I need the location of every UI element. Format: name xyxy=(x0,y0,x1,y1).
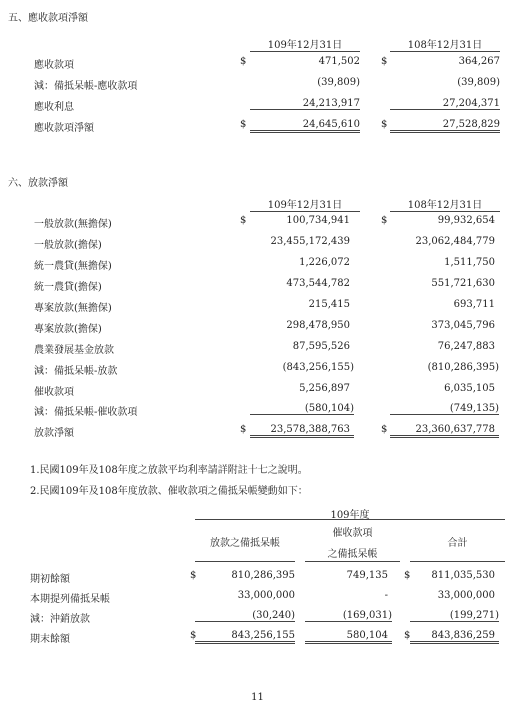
table-cell: 99,932,654 xyxy=(437,215,495,226)
table-cell: 23,062,484,779 xyxy=(415,236,495,247)
currency-symbol: $ xyxy=(240,215,247,226)
table-cell-total: 843,836,259 xyxy=(410,630,499,644)
table-cell: (30,240) xyxy=(195,610,295,622)
table-cell: 364,267 xyxy=(458,56,500,67)
table-cell: 23,455,172,439 xyxy=(270,236,350,247)
currency-symbol: $ xyxy=(190,570,197,581)
currency-symbol: $ xyxy=(240,56,247,67)
allowance-col2-header-line1: 催收款項 xyxy=(332,528,373,539)
allowance-col2-header-line2: 之備抵呆帳 xyxy=(327,549,378,560)
currency-symbol: $ xyxy=(404,630,411,641)
table-cell: 6,035,105 xyxy=(444,383,495,394)
col-divider xyxy=(305,561,400,562)
table-cell-total: 580,104 xyxy=(305,630,392,644)
table-row-label: 本期提列備抵呆帳 xyxy=(30,594,110,605)
table-row-label: 一般放款(擔保) xyxy=(34,240,102,251)
table-row-label: 應收利息 xyxy=(34,102,74,113)
table-cell: 473,544,782 xyxy=(286,278,350,289)
table-cell: (580,104) xyxy=(250,403,354,415)
note-1: 1.民國109年及108年度之放款平均利率請詳附註十七之說明。 xyxy=(30,465,308,476)
table-cell: (843,256,155) xyxy=(282,362,354,373)
allowance-col1-header: 放款之備抵呆帳 xyxy=(210,538,280,549)
table-cell-total: 24,645,610 xyxy=(250,119,360,133)
currency-symbol: $ xyxy=(190,630,197,641)
table-cell: 1,511,750 xyxy=(444,257,495,268)
header-divider xyxy=(195,519,505,520)
page-number: 11 xyxy=(251,692,264,703)
table-cell: 76,247,883 xyxy=(437,341,495,352)
table-cell: 298,478,950 xyxy=(286,320,350,331)
table-cell: (749,135) xyxy=(390,403,499,415)
table-row-label: 催收款項 xyxy=(34,387,74,398)
table-row-label: 統一農貸(無擔保) xyxy=(34,261,112,272)
table-cell: 471,502 xyxy=(318,56,360,67)
table-cell: 1,226,072 xyxy=(299,257,350,268)
table-row-label: 期末餘額 xyxy=(30,634,70,645)
currency-symbol: $ xyxy=(381,56,388,67)
currency-symbol: $ xyxy=(381,215,388,226)
table-row-label: 專案放款(無擔保) xyxy=(34,303,112,314)
section6-col1-header: 109年12月31日 xyxy=(250,196,360,212)
table-cell: 33,000,000 xyxy=(437,590,495,601)
allowance-year-header: 109年度 xyxy=(330,510,370,521)
table-cell: 811,035,530 xyxy=(431,570,495,581)
table-cell: 373,045,796 xyxy=(431,320,495,331)
section5-col1-header: 109年12月31日 xyxy=(250,36,360,52)
table-row-label: 減：備抵呆帳-應收款項 xyxy=(34,81,138,92)
table-cell: 87,595,526 xyxy=(292,341,350,352)
allowance-col3-header: 合計 xyxy=(447,538,468,549)
table-cell-total: 27,528,829 xyxy=(390,119,500,133)
table-cell: - xyxy=(384,590,388,601)
table-cell: 5,256,897 xyxy=(299,383,350,394)
table-cell: 693,711 xyxy=(453,299,495,310)
table-row-label: 農業發展基金放款 xyxy=(34,345,114,356)
table-row-label: 統一農貸(擔保) xyxy=(34,282,102,293)
table-cell: (39,809) xyxy=(457,77,500,88)
table-cell-total: 23,578,388,763 xyxy=(250,424,354,438)
table-cell: (39,809) xyxy=(317,77,360,88)
currency-symbol: $ xyxy=(240,424,247,435)
table-cell: 215,415 xyxy=(308,299,350,310)
table-cell-total: 843,256,155 xyxy=(195,630,295,644)
table-row-label: 專案放款(擔保) xyxy=(34,324,102,335)
table-cell: 33,000,000 xyxy=(237,590,295,601)
currency-symbol: $ xyxy=(381,424,388,435)
note-2: 2.民國109年及108年度放款、催收款項之備抵呆帳變動如下： xyxy=(30,486,308,497)
table-cell-total: 23,360,637,778 xyxy=(390,424,499,438)
table-cell: 749,135 xyxy=(346,570,388,581)
table-cell: 100,734,941 xyxy=(286,215,350,226)
section6-title: 六、放款淨額 xyxy=(8,178,68,189)
section5-col2-header: 108年12月31日 xyxy=(390,36,500,52)
table-row-label: 減：備抵呆帳-放款 xyxy=(34,366,118,377)
currency-symbol: $ xyxy=(404,570,411,581)
table-row-label: 減：沖銷放款 xyxy=(30,614,90,625)
table-cell: (810,286,395) xyxy=(427,362,499,373)
section5-title: 五、應收款項淨額 xyxy=(8,13,88,24)
table-cell: 551,721,630 xyxy=(431,278,495,289)
col-divider xyxy=(410,561,505,562)
table-row-label: 應收款項淨額 xyxy=(34,123,94,134)
table-row-label: 期初餘額 xyxy=(30,574,70,585)
table-cell: (169,031) xyxy=(305,610,392,622)
table-cell: 810,286,395 xyxy=(231,570,295,581)
currency-symbol: $ xyxy=(381,119,388,130)
table-cell: (199,271) xyxy=(410,610,499,622)
table-cell: 27,204,371 xyxy=(390,98,500,110)
table-row-label: 一般放款(無擔保) xyxy=(34,219,112,230)
currency-symbol: $ xyxy=(240,119,247,130)
col-divider xyxy=(195,561,295,562)
table-row-label: 減：備抵呆帳-催收款項 xyxy=(34,407,138,418)
table-row-label: 放款淨額 xyxy=(34,428,74,439)
section6-col2-header: 108年12月31日 xyxy=(390,196,500,212)
table-cell: 24,213,917 xyxy=(250,98,360,110)
table-row-label: 應收款項 xyxy=(34,60,74,71)
